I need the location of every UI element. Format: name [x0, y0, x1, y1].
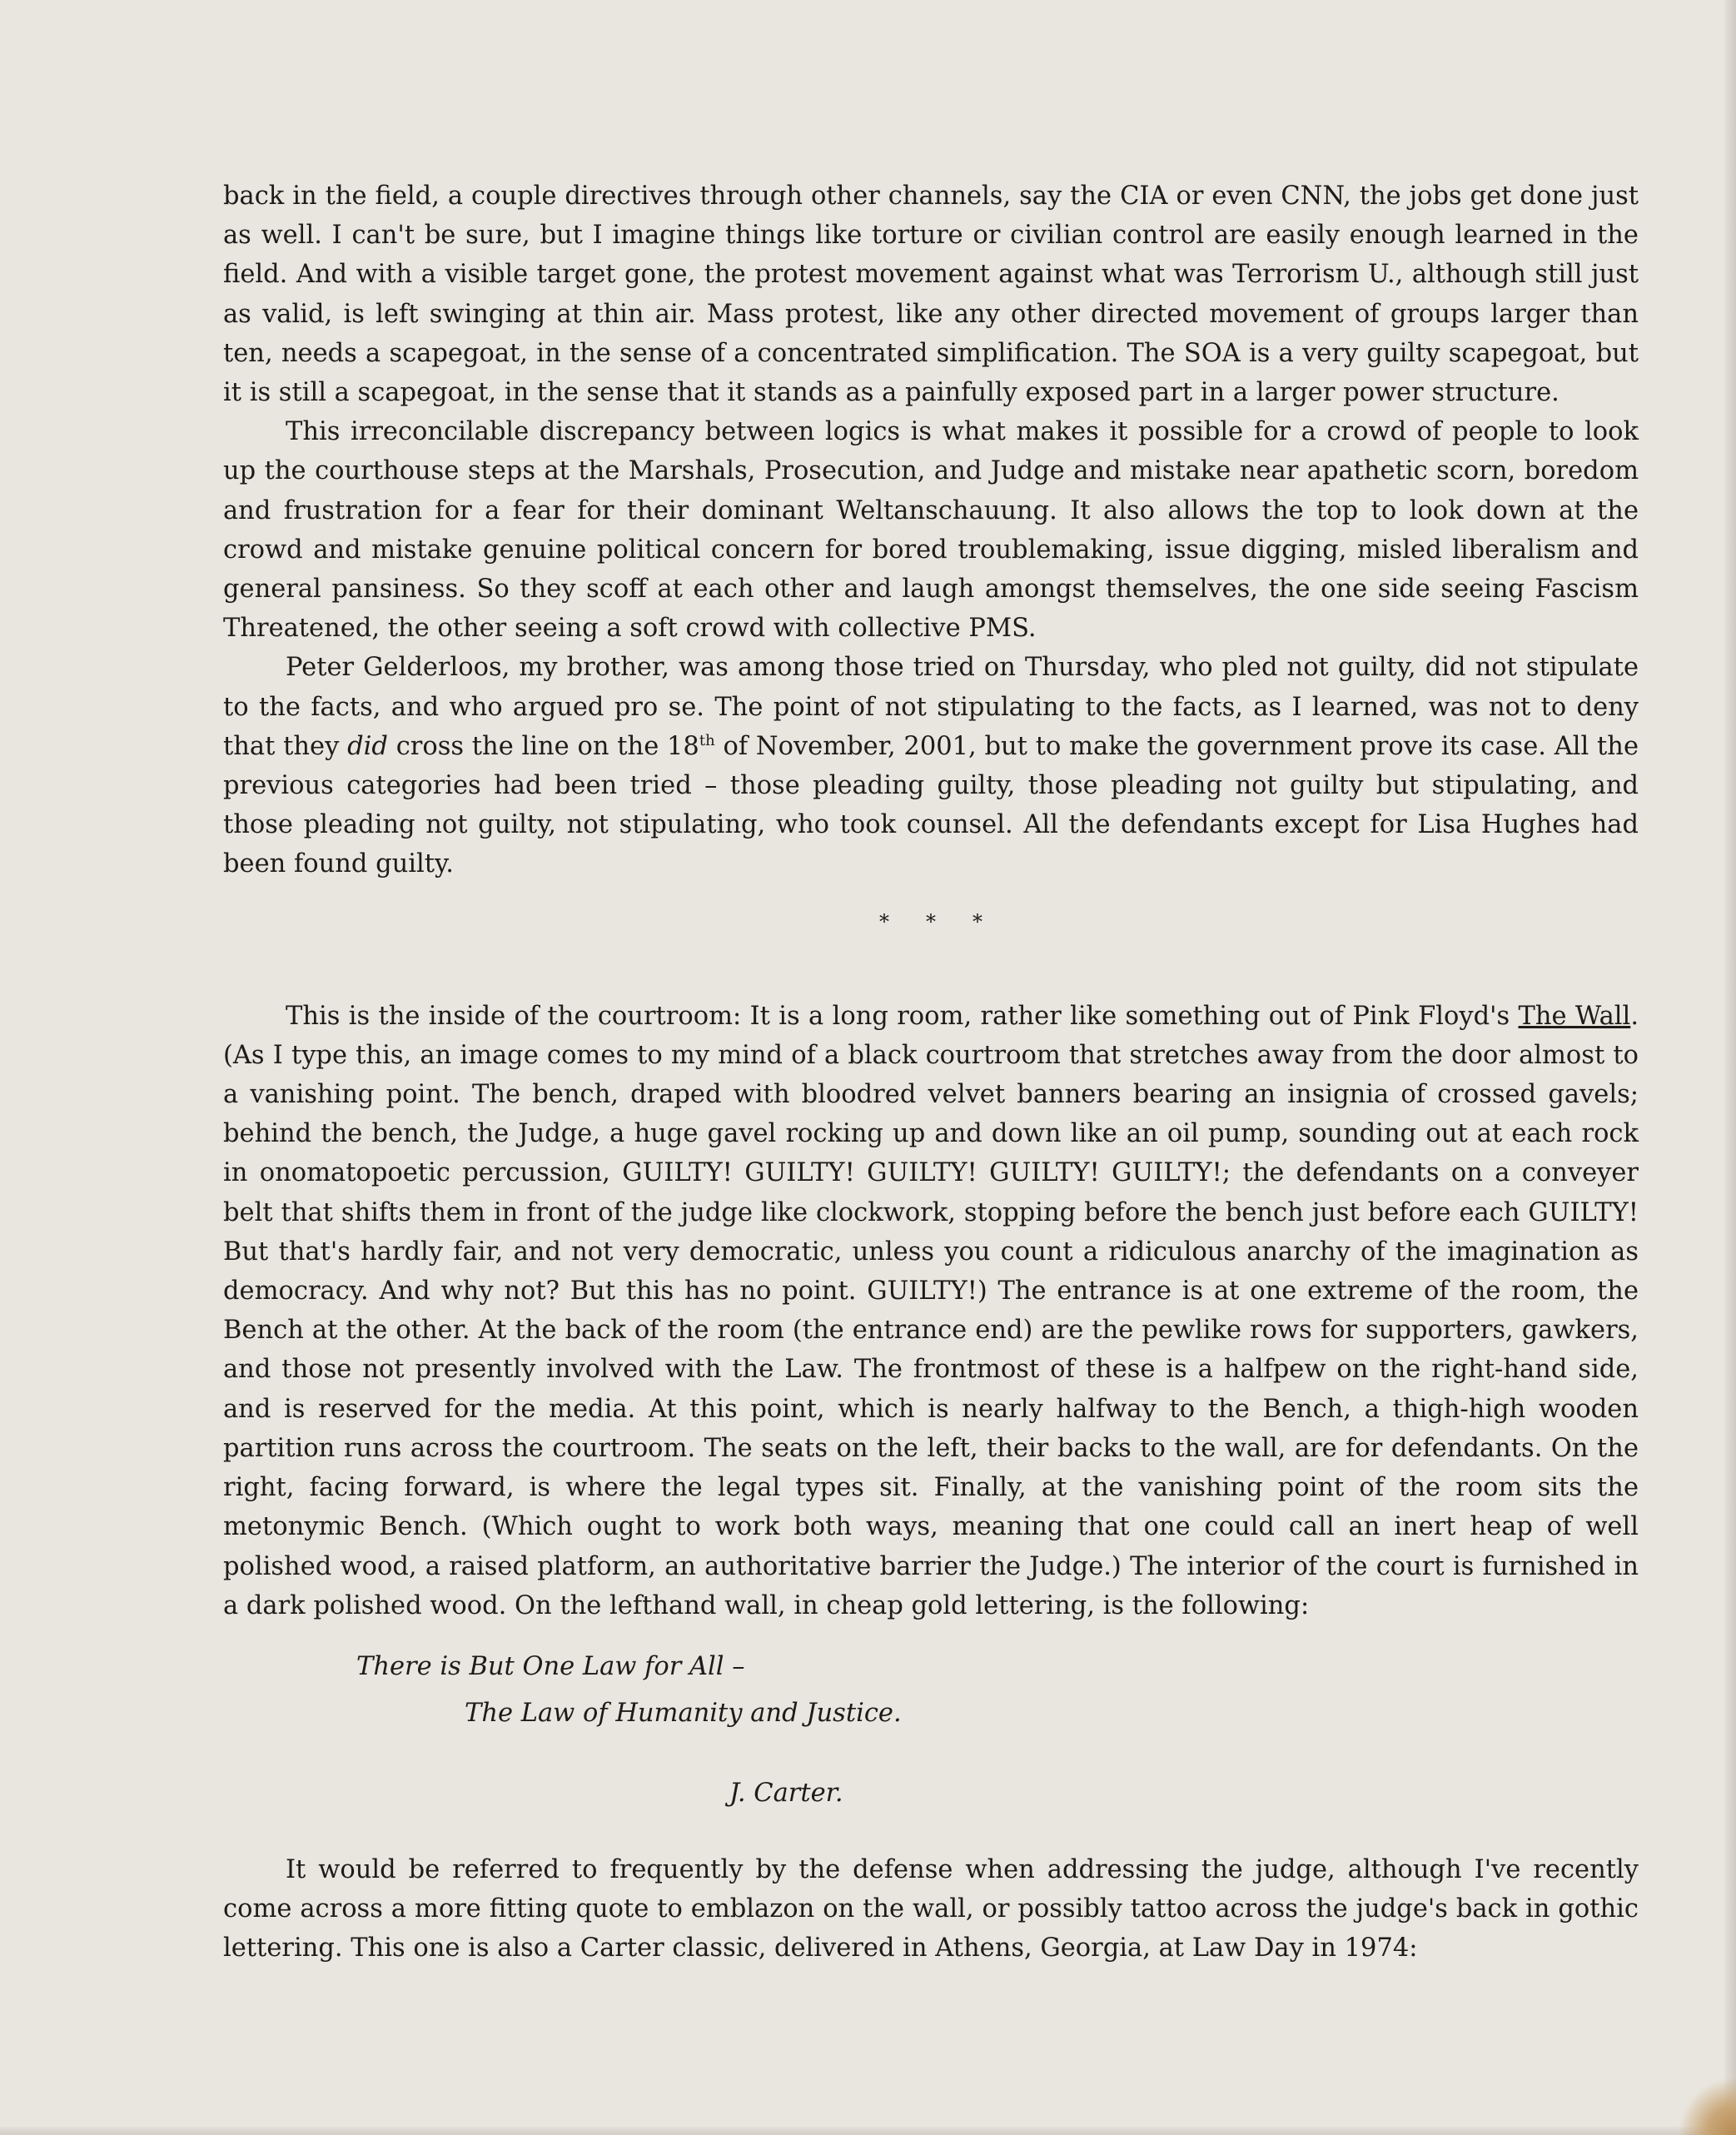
corner-stain-mark	[1678, 2077, 1736, 2135]
paragraph-3-text-b: cross the line on the 18	[387, 731, 699, 761]
asterisk-glyph: *	[879, 909, 889, 933]
paragraph-3-emphasis-did: did	[347, 731, 388, 761]
paragraph-4	[223, 997, 1639, 1625]
section-break-ornament	[223, 903, 1639, 942]
paragraph-1: back in the field, a couple directives through other channels, say the CIA or even CNN, the jobs get done just as well. I can't be sure, but I imagine things like torture or civilian control are easily enough learned in the field. And with a visible target gone, the protest movement against what was Terrorism U., although still just as valid, is left swinging at thin air. Mass protest, like any other directed movement of groups larger than ten, needs a scapegoat, in the sense of a concentrated simplification. The SOA is a very guilty scapegoat, but it is still a scapegoat, in the sense that it stands as a painfully exposed part in a larger power structure.	[223, 182, 1639, 408]
paragraph-4-text-a: This is the inside of the courtroom: It is a long room, rather like something out of Pink Floyd's	[286, 1001, 1519, 1031]
quote-line-1: There is But One Law for All –	[356, 1651, 745, 1681]
page-edge-bottom	[0, 2127, 1736, 2135]
paragraph-3-text-c: of November, 2001, but to make the government prove its case. All the previous categories had been tried – those pleading guilty, those pleading not guilty but stipulating, and those pleading not guilty, not stipulating, who took counsel. All the defendants except for Lisa Hughes had been found guilty.	[223, 731, 1639, 879]
page-edge-right	[1724, 0, 1736, 2135]
album-title-the-wall: The Wall	[1518, 1001, 1631, 1031]
paragraph-4-text-b: . (As I type this, an image comes to my mind of a black courtroom that stretches away from the door almost to a vanishing point. The bench, draped with bloodred velvet banners bearing an insignia of crossed gavels; behind the bench, the Judge, a huge gavel rocking up and down like an oil pump, sounding out at each rock in onomatopoetic percussion, GUILTY! GUILTY! GUILTY! GUILTY! GUILTY!; the defendants on a conveyer belt that shifts them in front of the judge like clockwork, stopping before the bench just before each GUILTY! But that's hardly fair, and not very democratic, unless you count a ridiculous anarchy of the imagination as democracy. And why not? But this has no point. GUILTY!) The entrance is at one extreme of the room, the Bench at the other. At the back of the room (the entrance end) are the pewlike rows for supporters, gawkers, and those not presently involved with the Law. The frontmost of these is a halfpew on the right-hand side, and is reserved for the media. At this point, which is nearly halfway to the Bench, a thigh-high wooden partition runs across the courtroom. The seats on the left, their backs to the wall, are for defendants. On the right, facing forward, is where the legal types sit. Finally, at the vanishing point of the room sits the metonymic Bench. (Which ought to work both ways, meaning that one could call an inert heap of well polished wood, a raised platform, an authoritative barrier the Judge.) The interior of the court is furnished in a dark polished wood. On the lefthand wall, in cheap gold lettering, is the following:	[223, 1001, 1639, 1620]
paragraph-3-text-a: Peter Gelderloos, my brother, was among those tried on Thursday, who pled not guilty, did not stipulate to the facts, and who argued pro se. The point of not stipulating to the facts, as I learned, was not to deny that they	[223, 653, 1639, 761]
paragraph-5: It would be referred to frequently by the defense when addressing the judge, although I've recently come across a more fitting quote to emblazon on the wall, or possibly tattoo across the judge's back in gothic lettering. This one is also a Carter classic, delivered in Athens, Georgia, at Law Day in 1974:	[223, 1854, 1639, 1963]
quote-line-2: The Law of Humanity and Justice.	[465, 1698, 902, 1728]
asterisk-glyph: *	[972, 909, 982, 933]
paragraph-2: This irreconcilable discrepancy between logics is what makes it possible for a crowd of people to look up the courthouse steps at the Marshals, Prosecution, and Judge and mistake near apathetic scorn, boredom and frustration for a fear for their dominant Weltanschauung. It also allows the top to look down at the crowd and mistake genuine political concern for bored troublemaking, issue digging, misled liberalism and general pansiness. So they scoff at each other and laugh amongst themselves, the one side seeing Fascism Threatened, the other seeing a soft crowd with collective PMS.	[223, 417, 1639, 644]
asterisk-glyph: *	[926, 909, 936, 933]
document-body	[223, 177, 1639, 1968]
ordinal-superscript: th	[699, 731, 715, 749]
paragraph-3	[223, 648, 1639, 883]
wall-inscription-quote	[223, 1644, 1639, 1817]
quote-attribution: J. Carter.	[729, 1778, 843, 1808]
